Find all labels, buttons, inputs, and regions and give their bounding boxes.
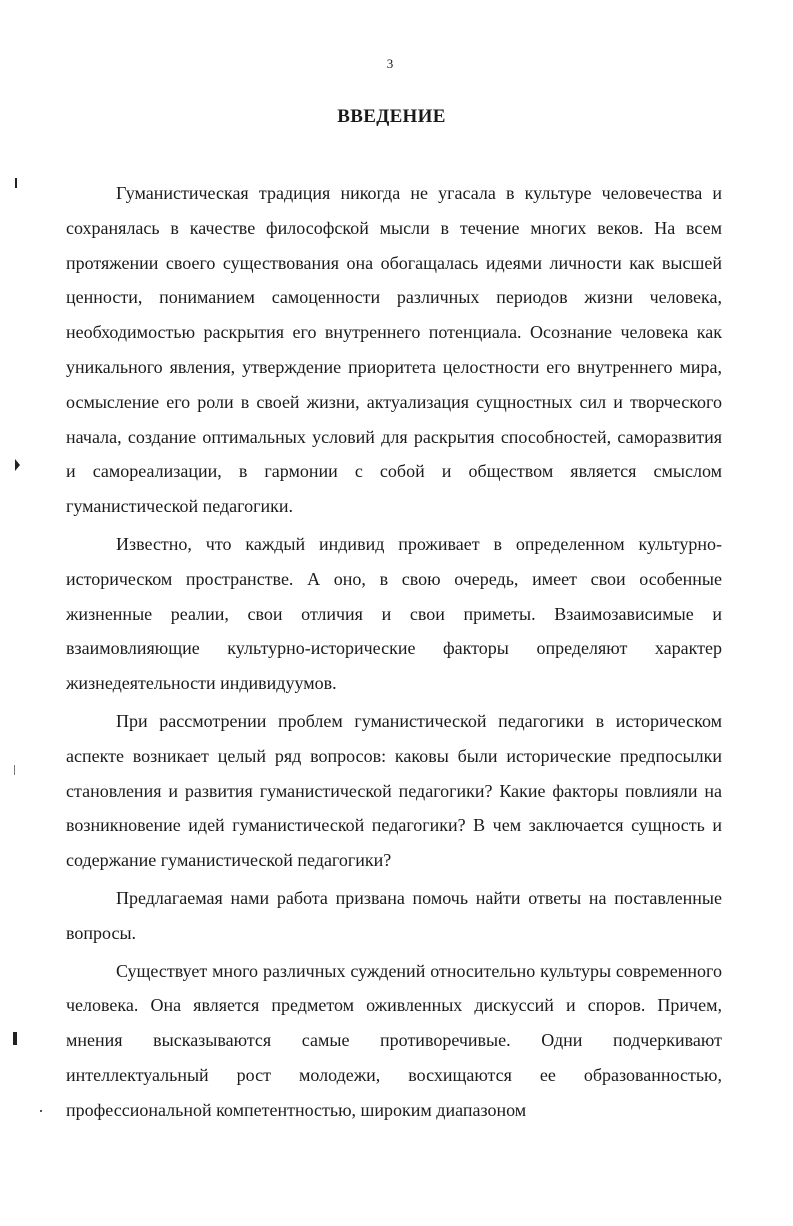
paragraph-5: Существует много различных суждений относительно культуры современного человека. Она является предметом оживленных дискуссий и споров. Причем, мнения высказываются самые противоречивые. Одни подчеркивают интеллектуальный рост молодежи, восхищаются ее образованностью, профессиональной компетентностью, широким диапазоном	[66, 960, 722, 1120]
scan-mark	[14, 765, 15, 775]
page-number: 3	[386, 56, 394, 71]
paragraph-3: При рассмотрении проблем гуманистической педагогики в историческом аспекте возникает целый ряд вопросов: каковы были исторические предпосылки становления и развития гуманистической педагогики? Какие факторы повлияли на возникновение идей гуманистической педагогики? В чем заключается сущность и содержание гуманистической педагогики?	[66, 710, 722, 871]
paragraph-4: Предлагаемая нами работа призвана помочь найти ответы на поставленные вопросы.	[66, 887, 722, 943]
paragraph-1: Гуманистическая традиция никогда не угасала в культуре человечества и сохранялась в качестве философской мысли в течение многих веков. На всем протяжении своего существования она обогащалась идеями личности как высшей ценности, пониманием самоценности различных периодов жизни человека, необходимостью раскрытия его внутреннего потенциала. Осознание человека как уникального явления, утверждение приоритета целостности его внутреннего мира, осмысление его роли в своей жизни, актуализация сущностных сил и творческого начала, создание оптимальных условий для раскрытия способностей, саморазвития и самореализации, в гармонии с собой и обществом является смыслом гуманистической педагогики.	[66, 183, 722, 517]
scan-mark	[15, 178, 17, 188]
body-text	[66, 176, 722, 1131]
page-title: ВВЕДЕНИЕ	[337, 106, 446, 127]
scan-mark	[13, 1032, 17, 1045]
scan-mark	[40, 1110, 42, 1112]
scan-mark	[15, 459, 20, 471]
paragraph-2: Известно, что каждый индивид проживает в определенном культурно-историческом пространстве. А оно, в свою очередь, имеет свои особенные жизненные реалии, свои отличия и свои приметы. Взаимозависимые и взаимовлияющие культурно-исторические факторы определяют характер жизнедеятельности индивидуумов.	[66, 533, 722, 694]
